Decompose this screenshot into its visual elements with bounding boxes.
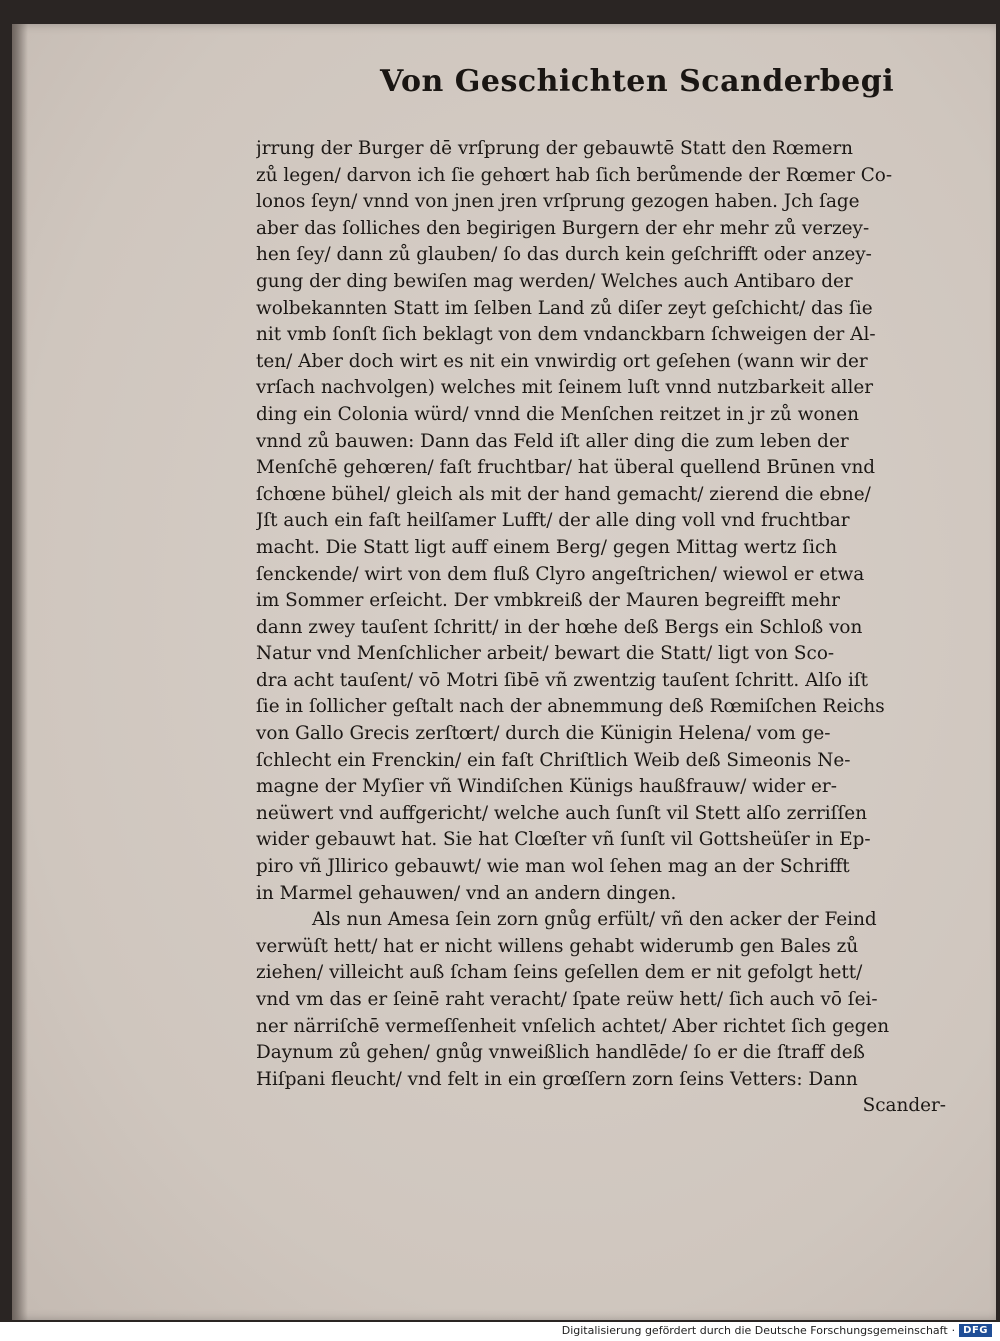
text-line: vnd vm das er ſeinē raht veracht/ ſpate reüw hett/ ſich auch vō ſei- — [256, 989, 878, 1010]
text-line: ten/ Aber doch wirt es nit ein vnwirdig ort geſehen (wann wir der — [256, 350, 868, 372]
text-line: neüwert vnd auffgericht/ welche auch ſunſt vil Stett alſo zerriſſen — [256, 802, 868, 824]
digitization-footer — [562, 1322, 992, 1339]
text-line: Natur vnd Menſchlicher arbeit/ bewart die Statt/ ligt von Sco- — [256, 643, 835, 665]
text-line: verwüſt hett/ hat er nicht willens gehabt widerumb gen Bales zů — [256, 935, 859, 957]
text-line: hen ſey/ dann zů glauben/ ſo das durch kein geſchrifft oder anzey- — [256, 244, 872, 266]
text-line: dra acht tauſent/ vō Motri ſibē vñ zwentzig tauſent ſchritt. Alſo iſt — [256, 669, 869, 691]
footer-separator: · — [951, 1324, 956, 1337]
dfg-logo-icon: DFG — [959, 1324, 992, 1337]
text-line: wolbekannten Statt im ſelben Land zů diſer zeyt geſchicht/ das ſie — [256, 297, 873, 319]
running-head: Von Geschichten Scanderbegi — [380, 64, 895, 99]
catchword: Scander- — [862, 1095, 946, 1117]
page-body — [256, 136, 946, 1120]
text-line: in Marmel gehauwen/ vnd an andern dingen. — [256, 882, 677, 904]
text-line: gung der ding bewiſen mag werden/ Welches auch Antibaro der — [256, 270, 853, 292]
text-line: dann zwey tauſent ſchritt/ in der hœhe deß Bergs ein Schloß von — [256, 616, 863, 638]
text-line: ſie in ſollicher geſtalt nach der abnemmung deß Rœmiſchen Reichs — [256, 696, 885, 718]
text-line: wider gebauwt hat. Sie hat Clœſter vñ ſunſt vil Gottsheüſer in Ep- — [256, 829, 871, 851]
page-gutter-shadow — [12, 24, 28, 1320]
text-line: ſchlecht ein Frenckin/ ein faſt Chriſtlich Weib deß Simeonis Ne- — [256, 749, 851, 771]
text-line: vnnd zů bauwen: Dann das Feld iſt aller ding die zum leben der — [256, 430, 849, 452]
text-line: im Sommer erſeicht. Der vmbkreiß der Mauren begreifft mehr — [256, 590, 840, 612]
text-line: vrſach nachvolgen) welches mit ſeinem luſt vnnd nutzbarkeit aller — [256, 377, 874, 399]
text-line: magne der Myſier vñ Windiſchen Künigs haußfrauw/ wider er- — [256, 776, 837, 798]
text-line: nit vmb ſonſt ſich beklagt von dem vndanckbarn ſchweigen der Al- — [256, 324, 876, 346]
text-line: Jſt auch ein faſt heilſamer Lufft/ der alle ding voll vnd fruchtbar — [256, 510, 850, 532]
text-line: macht. Die Statt ligt auff einem Berg/ gegen Mittag wertz ſich — [256, 536, 838, 558]
text-line: jrrung der Burger dē vrſprung der gebauwtē Statt den Rœmern — [256, 138, 853, 159]
text-line: ner närriſchē vermeſſenheit vnſelich achtet/ Aber richtet ſich gegen — [256, 1015, 890, 1037]
text-line: von Gallo Grecis zerſtœrt/ durch die Künigin Helena/ vom ge- — [256, 723, 831, 745]
footer-credit-text: Digitalisierung gefördert durch die Deutsche Forschungsgemeinschaft — [561, 1324, 948, 1337]
text-line: Daynum zů gehen/ gnůg vnweißlich handlēde/ ſo er die ſtraff deß — [256, 1042, 865, 1064]
text-line: zů legen/ darvon ich ſie gehœrt hab ſich berůmende der Rœmer Co- — [256, 164, 893, 186]
text-line: ziehen/ villeicht auß ſcham ſeins geſellen dem er nit gefolgt hett/ — [256, 962, 863, 984]
text-line: Menſchē gehœren/ faſt fruchtbar/ hat überal quellend Brūnen vnd — [256, 457, 876, 479]
text-line: ding ein Colonia würd/ vnnd die Menſchen reitzet in jr zů wonen — [256, 403, 859, 425]
text-line: ſenckende/ wirt von dem fluß Clyro angeſtrichen/ wiewol er etwa — [256, 563, 865, 585]
text-line: lonos ſeyn/ vnnd von jnen jren vrſprung gezogen haben. Jch ſage — [256, 191, 860, 213]
paragraph-first-line: Als nun Amesa ſein zorn gnůg erfült/ vñ den acker der Feind — [312, 909, 877, 931]
text-line: Hiſpani fleucht/ vnd felt in ein grœſſern zorn ſeins Vetters: Dann — [256, 1068, 858, 1090]
text-line: aber das ſolliches den begirigen Burgern der ehr mehr zů verzey- — [256, 217, 870, 239]
text-line: piro vñ Jllirico gebauwt/ wie man wol ſehen mag an der Schrifft — [256, 856, 850, 878]
text-line: ſchœne bühel/ gleich als mit der hand gemacht/ zierend die ebne/ — [256, 483, 871, 505]
